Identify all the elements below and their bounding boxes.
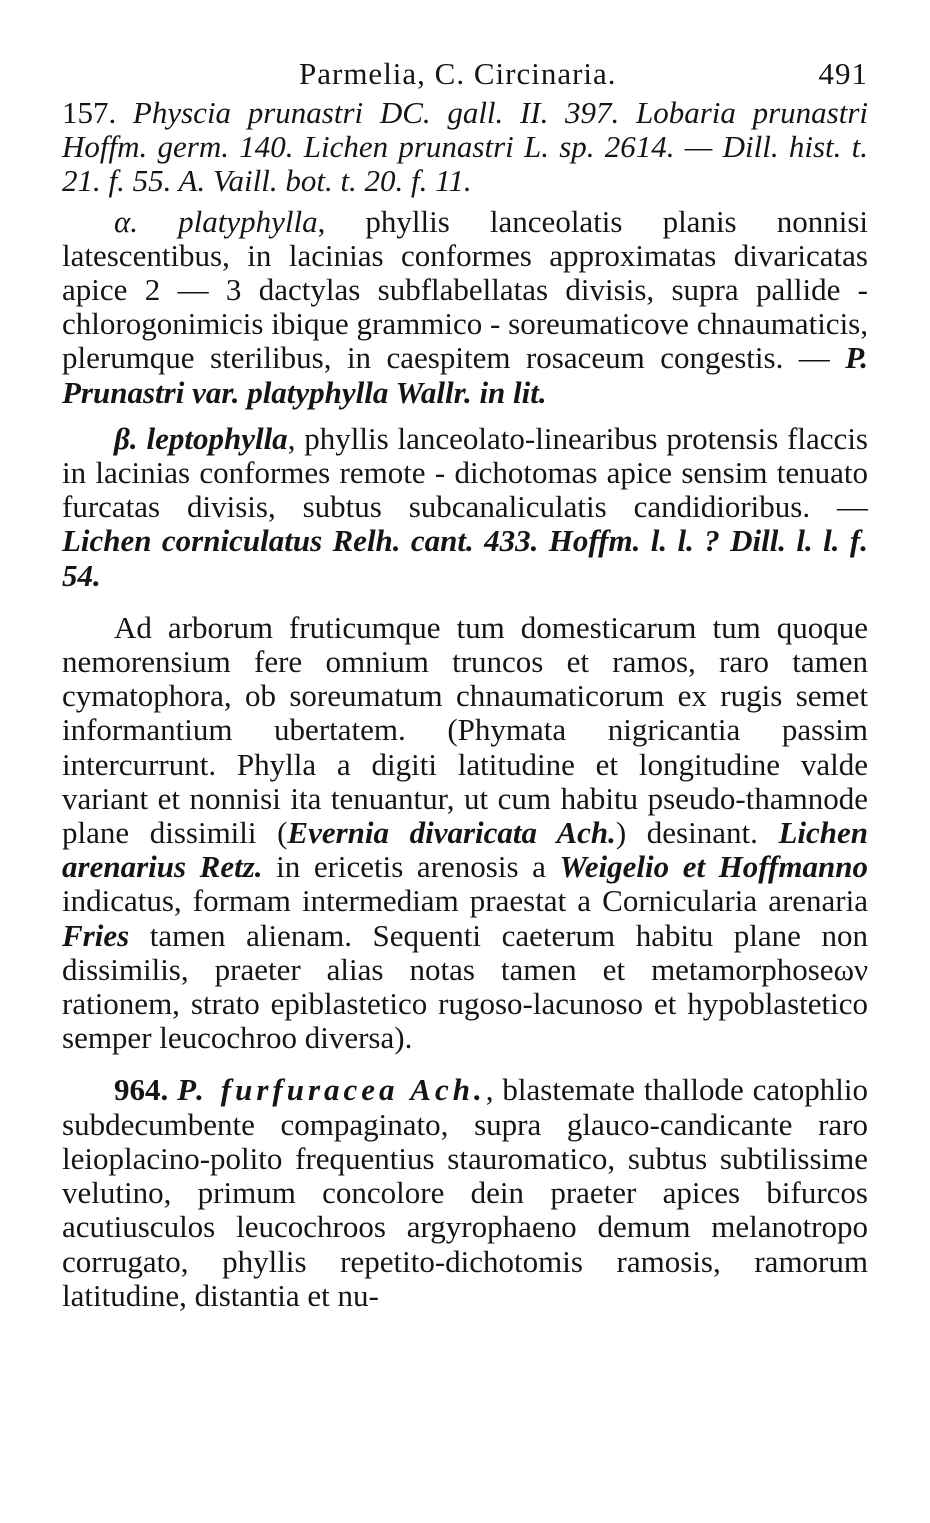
variety-beta-synonym: Lichen corniculatus Relh. cant. 433. Hoffm. l. l. ? Dill. l. l. f. 54. (62, 523, 868, 593)
fries-reference: Fries (62, 917, 130, 953)
habitat-text-5: tamen alienam. Sequenti caeterum habitu plane non dissimilis, praeter alias notas tamen et metamorphoseων rationem, strato epiblastetico rugoso-lacunoso et hypoblastetico semper leucochroo diversa). (62, 917, 868, 1056)
text-body (62, 96, 868, 1313)
page-number: 491 (818, 56, 868, 91)
variety-alpha (62, 205, 868, 410)
synonymy-text: Physcia prunastri DC. gall. II. 397. Lobaria prunastri Hoffm. germ. 140. Lichen prunastri L. sp. 2614. — Dill. hist. t. 21. f. 55. A. Vaill. bot. t. 20. f. 11. (62, 95, 868, 199)
variety-beta-label: β. leptophylla (114, 420, 288, 456)
variety-beta (62, 422, 868, 593)
arenarius-reference: Lichen arenarius Retz. (62, 815, 868, 885)
evernia-reference: Evernia divaricata Ach. (287, 815, 616, 851)
habitat-text-1: Ad arborum fruticumque tum domesticarum tum quoque nemorensium fere omnium truncos et ramos, raro tamen cymatophora, ob soreumatum chnaumaticorum ex rugis semet informantium ubertatem. (Phymata nigricantia passim intercurrunt. Phylla a digiti latitudine et longitudine valde variant et nonnisi ita tenuantur, ut cum habitu pseudo-thamnode plane dissimili ( (62, 609, 868, 851)
running-title: Parmelia, C. Circinaria. (299, 56, 617, 91)
synonymy-number: 157. (62, 95, 117, 130)
habitat-text-2: ) desinant. (615, 815, 779, 851)
running-header (62, 44, 868, 96)
entry-964 (62, 1073, 868, 1312)
variety-alpha-description: , phyllis lanceolatis planis nonnisi latescentibus, in lacinias conformes approximatas divaricatas apice 2 — 3 dactylas subflabellatas divisis, supra pallide - chlorogonimicis ibique grammico - soreumaticove chnaumaticis, plerumque sterilibus, in caespitem rosaceum congestis. — (62, 203, 868, 376)
habitat-text-3: in ericetis arenosis a (262, 849, 560, 885)
variety-beta-description: , phyllis lanceolato-linearibus protensis flaccis in lacinias conformes remote - dichotomas apice sensim tenuato furcatas divisis, subtus subcanaliculatis candidioribus. — (62, 420, 868, 525)
entry-964-species: P. furfuracea Ach. (177, 1072, 486, 1108)
weigel-reference: Weigelio et Hoffmanno (559, 849, 868, 885)
entry-964-number: 964. (114, 1072, 169, 1108)
entry-964-description: , blastemate thallode catophlio subdecumbente compaginato, supra glauco-candicante raro leioplacino-polito frequentius stauromatico, subtus subtilissime velutino, primum concolore dein praeter apices bifurcos acutiusculos leucochroos argyrophaeno demum melanotropo corrugato, phyllis repetito-dichotomis ramosis, ramorum latitudine, distantia et nu- (62, 1072, 869, 1313)
variety-alpha-label: α. platyphylla (114, 203, 318, 239)
habitat-text-4: indicatus, formam intermediam praestat a Cornicularia arenaria (62, 883, 868, 919)
variety-alpha-synonym: P. Prunastri var. platyphylla Wallr. in lit. (62, 340, 868, 410)
synonymy-paragraph (62, 96, 868, 199)
book-page (62, 44, 868, 1313)
habitat-paragraph (62, 611, 868, 1056)
